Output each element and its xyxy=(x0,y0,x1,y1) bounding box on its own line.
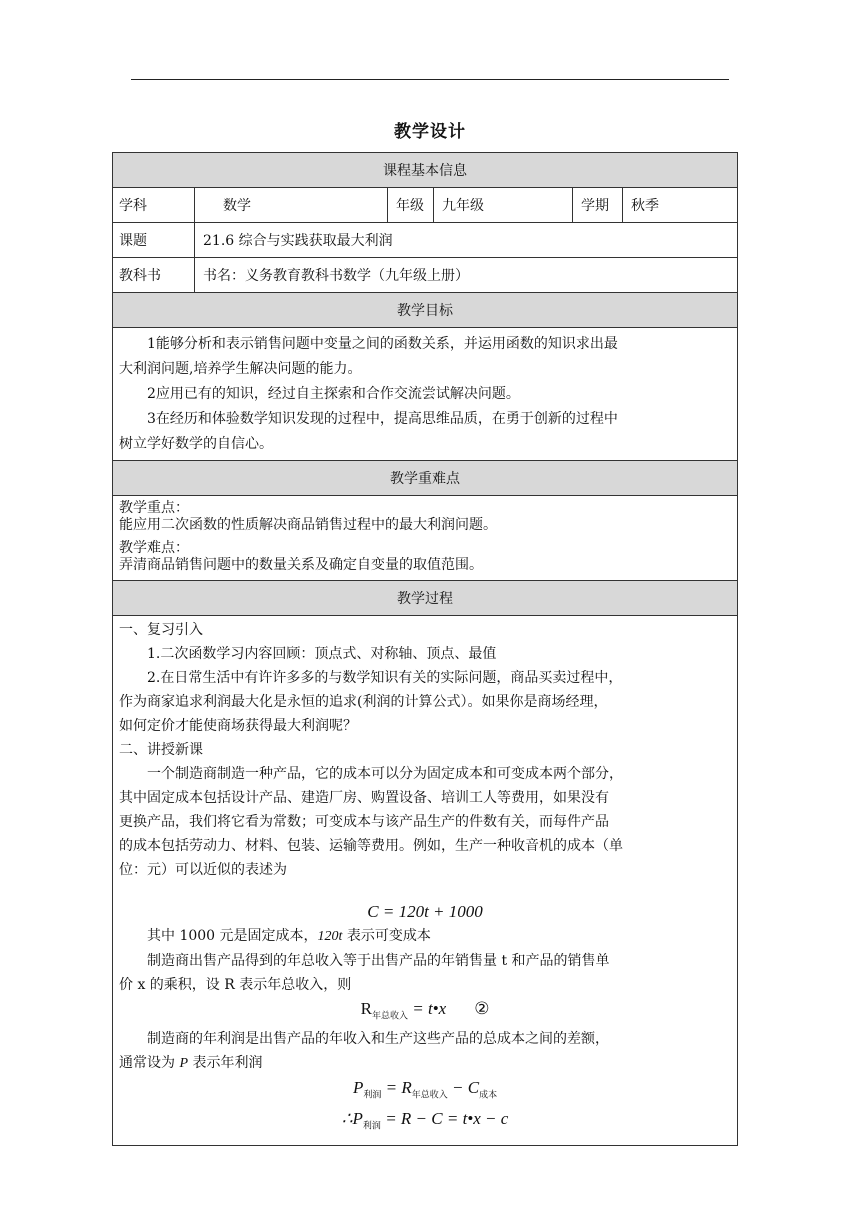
revenue-subscript-2: 年总收入 xyxy=(411,1089,448,1100)
subject-label: 学科 xyxy=(113,188,195,223)
revenue-paragraph-line-2: 价 x 的乘积，设 R 表示年总收入，则 xyxy=(119,977,352,993)
keys-body xyxy=(113,496,738,581)
profit-paragraph-line-1: 制造商的年利润是出售产品的年收入和生产这些产品的总成本之间的差额， xyxy=(147,1031,609,1048)
review-point-2-line-3: 如何定价才能使商场获得最大利润呢？ xyxy=(119,718,357,734)
goal-3-line-2: 树立学好数学的自信心。 xyxy=(119,436,273,452)
profit-paragraph-suffix: 表示年利润 xyxy=(188,1055,263,1072)
grade-label: 年级 xyxy=(388,188,434,223)
profit-derivation xyxy=(119,1107,731,1137)
profit-paragraph-line-2 xyxy=(119,1051,731,1076)
keys-header: 教学重难点 xyxy=(113,461,738,496)
goals-header: 教学目标 xyxy=(113,293,738,328)
profit-variable: P xyxy=(179,1056,189,1072)
revenue-formula-rest: = t•x xyxy=(407,999,447,1018)
profit-symbol: P xyxy=(352,1078,364,1098)
profit-subscript: 利润 xyxy=(363,1089,382,1100)
term-label: 学期 xyxy=(573,188,623,223)
profit-subscript-2: 利润 xyxy=(362,1120,381,1131)
fixed-cost-note xyxy=(119,924,731,949)
cost-paragraph-line-2: 其中固定成本包括设计产品、建造厂房、购置设备、培训工人等费用，如果没有 xyxy=(119,790,609,806)
header-rule xyxy=(131,79,729,80)
revenue-symbol: R xyxy=(360,999,372,1018)
goal-3-line-1: 3在经历和体验数学知识发现的过程中，提高思维品质，在勇于创新的过程中 xyxy=(147,411,618,427)
topic-label: 课题 xyxy=(113,223,195,258)
basic-info-header: 课程基本信息 xyxy=(113,153,738,188)
goals-body xyxy=(113,328,738,461)
cost-paragraph-line-4: 的成本包括劳动力、材料、包装、运输等费用。例如，生产一种收音机的成本（单 xyxy=(119,838,623,854)
focus-label: 教学重点： xyxy=(119,500,189,516)
review-point-2-line-2: 作为商家追求利润最大化是永恒的追求(利润的计算公式）。如果你是商场经理， xyxy=(119,694,608,710)
profit-derivation-rest: = R − C = t•x − c xyxy=(380,1108,509,1128)
textbook-label: 教科书 xyxy=(113,258,195,293)
goal-2: 2应用已有的知识，经过自主探索和合作交流尝试解决问题。 xyxy=(147,386,520,402)
difficulty-text: 弄清商品销售问题中的数量关系及确定自变量的取值范围。 xyxy=(119,557,483,573)
focus-text: 能应用二次函数的性质解决商品销售过程中的最大利润问题。 xyxy=(119,517,497,533)
lesson-plan-table xyxy=(112,152,738,1146)
goal-1-line-2: 大利润问题,培养学生解决问题的能力。 xyxy=(119,361,362,377)
document-title: 教学设计 xyxy=(394,122,466,142)
goal-1-line-1: 1能够分析和表示销售问题中变量之间的函数关系，并运用函数的知识求出最 xyxy=(147,336,618,352)
difficulty-label: 教学难点： xyxy=(119,540,189,556)
cost-paragraph-line-5: 位：元）可以近似的表述为 xyxy=(119,862,287,878)
part-2-title: 二、讲授新课 xyxy=(119,742,203,758)
therefore-profit: ∴P xyxy=(341,1108,363,1128)
cost-subscript: 成本 xyxy=(479,1089,498,1100)
term-value: 秋季 xyxy=(623,188,738,223)
fixed-cost-note-prefix: 其中 1000 元是固定成本， xyxy=(147,928,318,944)
process-body xyxy=(113,616,738,1146)
review-point-1: 1.二次函数学习内容回顾：顶点式、对称轴、顶点、最值 xyxy=(147,646,497,662)
formula-number: ② xyxy=(474,999,490,1018)
revenue-paragraph-line-1: 制造商出售产品得到的年总收入等于出售产品的年销售量 t 和产品的销售单 xyxy=(147,953,610,969)
cost-paragraph-line-1: 一个制造商制造一种产品，它的成本可以分为固定成本和可变成本两个部分， xyxy=(147,766,623,782)
textbook-value: 书名：义务教育教科书数学（九年级上册） xyxy=(195,258,738,293)
review-point-2-line-1: 2.在日常生活中有许许多多的与数学知识有关的实际问题，商品买卖过程中， xyxy=(147,670,623,686)
cost-paragraph-line-3: 更换产品，我们将它看为常数；可变成本与该产品生产的件数有关，而每件产品 xyxy=(119,814,609,830)
part-1-title: 一、复习引入 xyxy=(119,622,203,638)
cost-formula: C = 120t + 1000 xyxy=(367,902,483,921)
fixed-cost-note-suffix: 表示可变成本 xyxy=(342,928,431,944)
subject-value: 数学 xyxy=(195,188,388,223)
process-header: 教学过程 xyxy=(113,581,738,616)
profit-paragraph-prefix: 通常设为 xyxy=(119,1055,180,1072)
profit-formula-minus: − C xyxy=(447,1078,480,1098)
grade-value: 九年级 xyxy=(434,188,573,223)
revenue-subscript: 年总收入 xyxy=(371,1010,408,1021)
profit-formula xyxy=(119,1076,731,1106)
topic-value: 21.6 综合与实践获取最大利润 xyxy=(195,223,738,258)
variable-cost-term: 120t xyxy=(317,929,343,944)
profit-formula-eq: = R xyxy=(381,1078,412,1098)
revenue-formula xyxy=(119,997,731,1027)
